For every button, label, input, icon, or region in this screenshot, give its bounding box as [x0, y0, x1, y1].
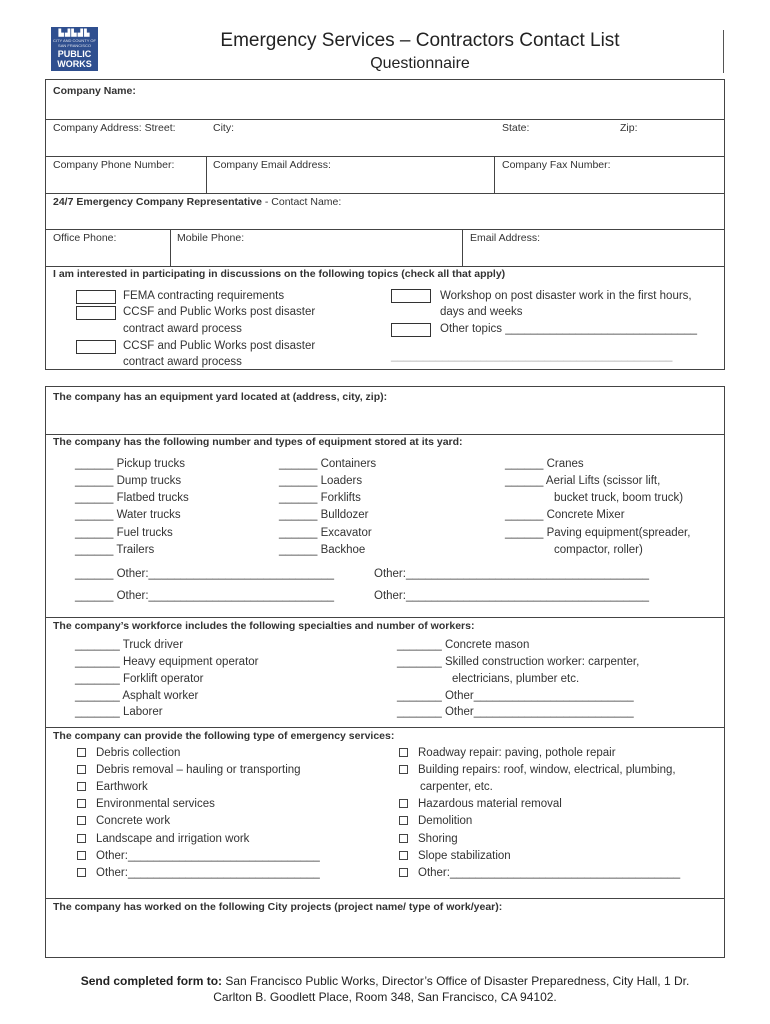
service-checkbox[interactable]: [77, 748, 86, 757]
representative-contact-field[interactable]: [53, 196, 341, 208]
email-field[interactable]: Company Email Address:: [213, 159, 331, 171]
topic-checkbox[interactable]: [76, 290, 116, 304]
workforce-item[interactable]: _______ Truck driver: [75, 639, 184, 651]
service-option[interactable]: [399, 747, 616, 759]
workforce-item[interactable]: _______ Forklift operator: [75, 673, 204, 685]
service-option-continued: carpenter, etc.: [420, 781, 493, 793]
equipment-yard-field[interactable]: The company has an equipment yard located at (address, city, zip):: [53, 391, 388, 403]
equipment-item[interactable]: ______ Water trucks: [75, 509, 181, 521]
logo-agency-text: CITY AND COUNTY OF SAN FRANCISCO: [53, 38, 96, 48]
divider: [45, 156, 725, 157]
equipment-item[interactable]: ______ Excavator: [279, 527, 372, 539]
divider: [45, 229, 725, 230]
service-option[interactable]: [399, 798, 562, 810]
topic-option: contract award process: [123, 323, 242, 335]
form-subtitle: Questionnaire: [370, 55, 470, 72]
topic-option: CCSF and Public Works post disaster: [123, 306, 316, 318]
service-label: Demolition: [418, 815, 473, 827]
equipment-item[interactable]: ______ Bulldozer: [279, 509, 369, 521]
service-checkbox[interactable]: [399, 868, 408, 877]
service-option[interactable]: [77, 747, 180, 759]
divider: [45, 898, 725, 899]
service-label: Debris removal – hauling or transporting: [96, 764, 301, 776]
representative-label-rest: - Contact Name:: [261, 196, 342, 208]
footer-address-line2: Carlton B. Goodlett Place, Room 348, San Francisco, CA 94102.: [213, 990, 557, 1004]
workforce-item[interactable]: _______ Other_________________________: [397, 706, 634, 718]
service-checkbox[interactable]: [77, 851, 86, 860]
service-option[interactable]: [77, 850, 320, 862]
equipment-item[interactable]: ______ Cranes: [505, 458, 584, 470]
divider: [45, 193, 725, 194]
service-checkbox[interactable]: [399, 816, 408, 825]
street-field[interactable]: Company Address: Street:: [53, 122, 176, 134]
equipment-item[interactable]: ______ Fuel trucks: [75, 527, 173, 539]
city-field[interactable]: City:: [213, 122, 234, 134]
service-checkbox[interactable]: [77, 782, 86, 791]
service-label: Earthwork: [96, 781, 148, 793]
divider: [45, 434, 725, 435]
phone-field[interactable]: Company Phone Number:: [53, 159, 175, 171]
equipment-item-continued: compactor, roller): [554, 544, 643, 556]
topic-checkbox[interactable]: [76, 340, 116, 354]
service-checkbox[interactable]: [77, 816, 86, 825]
equipment-item[interactable]: ______ Pickup trucks: [75, 458, 185, 470]
topic-option: FEMA contracting requirements: [123, 290, 285, 302]
equipment-item[interactable]: ______ Flatbed trucks: [75, 492, 189, 504]
footer-address-line1: San Francisco Public Works, Director’s Office of Disaster Preparedness, City Hall, 1 Dr.: [222, 974, 690, 988]
service-option[interactable]: [399, 764, 676, 776]
service-label: Other:____________________________________: [418, 867, 681, 879]
service-label: Debris collection: [96, 747, 181, 759]
divider: [45, 119, 725, 120]
equipment-other-field[interactable]: ______ Other:_____________________________: [75, 590, 335, 602]
topics-heading: I am interested in participating in discussions on the following topics (check all that apply): [53, 268, 506, 280]
topic-option[interactable]: Other topics ______________________________: [440, 323, 698, 335]
equipment-item[interactable]: ______ Trailers: [75, 544, 155, 556]
topic-other-line[interactable]: ____________________________________________: [391, 350, 673, 362]
workforce-item-continued: electricians, plumber etc.: [452, 673, 580, 685]
logo-word-public: PUBLIC: [57, 49, 92, 59]
divider: [206, 156, 207, 193]
equipment-item[interactable]: ______ Paving equipment(spreader,: [505, 527, 691, 539]
topic-option: CCSF and Public Works post disaster: [123, 340, 316, 352]
workforce-item[interactable]: _______ Heavy equipment operator: [75, 656, 259, 668]
service-option[interactable]: [399, 815, 472, 827]
divider: [45, 266, 725, 267]
service-label: Shoring: [418, 833, 458, 845]
equipment-other-field[interactable]: Other:______________________________________: [374, 568, 649, 580]
topic-option: Workshop on post disaster work in the first hours,: [440, 290, 692, 302]
service-label: Landscape and irrigation work: [96, 833, 250, 845]
service-checkbox[interactable]: [399, 851, 408, 860]
service-label: Other:______________________________: [96, 850, 320, 862]
workforce-item[interactable]: _______ Laborer: [75, 706, 163, 718]
service-option[interactable]: [77, 867, 320, 879]
city-projects-field[interactable]: The company has worked on the following City projects (project name/ type of work/year):: [53, 901, 503, 913]
service-label: Environmental services: [96, 798, 215, 810]
logo-word-works: WORKS: [57, 59, 92, 69]
service-checkbox[interactable]: [77, 799, 86, 808]
service-option[interactable]: [77, 764, 301, 776]
state-field[interactable]: State:: [502, 122, 530, 134]
service-label: Slope stabilization: [418, 850, 511, 862]
workforce-item[interactable]: _______ Skilled construction worker: carpenter,: [397, 656, 640, 668]
divider: [170, 229, 171, 266]
service-label: Other:______________________________: [96, 867, 320, 879]
equipment-item[interactable]: ______ Containers: [279, 458, 377, 470]
service-option[interactable]: [77, 815, 170, 827]
equipment-item[interactable]: ______ Concrete Mixer: [505, 509, 625, 521]
workforce-heading: The company’s workforce includes the following specialties and number of workers:: [53, 620, 475, 632]
service-option[interactable]: [399, 867, 680, 879]
service-option[interactable]: [77, 833, 249, 845]
service-option[interactable]: [399, 850, 511, 862]
service-checkbox[interactable]: [399, 765, 408, 774]
equipment-item-continued: bucket truck, boom truck): [554, 492, 684, 504]
service-checkbox[interactable]: [77, 834, 86, 843]
equipment-other-field[interactable]: ______ Other:_____________________________: [75, 568, 335, 580]
service-checkbox[interactable]: [77, 868, 86, 877]
workforce-item[interactable]: _______ Concrete mason: [397, 639, 530, 651]
service-checkbox[interactable]: [399, 834, 408, 843]
footer-lead: Send completed form to:: [80, 974, 223, 988]
equipment-other-field[interactable]: Other:______________________________________: [374, 590, 649, 602]
zip-field[interactable]: Zip:: [620, 122, 638, 134]
rep-email-field[interactable]: Email Address:: [470, 232, 541, 244]
public-works-logo: [51, 27, 98, 71]
fax-field[interactable]: Company Fax Number:: [502, 159, 611, 171]
submission-instructions: [0, 973, 770, 990]
service-label: Concrete work: [96, 815, 171, 827]
divider: [45, 727, 725, 728]
service-label: Roadway repair: paving, pothole repair: [418, 747, 616, 759]
service-option[interactable]: [77, 781, 148, 793]
equipment-types-heading: The company has the following number and types of equipment stored at its yard:: [53, 436, 463, 448]
topic-option: days and weeks: [440, 306, 523, 318]
service-checkbox[interactable]: [399, 799, 408, 808]
divider: [45, 617, 725, 618]
services-heading: The company can provide the following type of emergency services:: [53, 730, 395, 742]
workforce-item[interactable]: _______ Other_________________________: [397, 690, 634, 702]
logo-skyline-icon: ▙▟▙▟▙: [58, 30, 91, 37]
equipment-item[interactable]: ______ Forklifts: [279, 492, 361, 504]
service-option[interactable]: [399, 833, 458, 845]
topic-checkbox[interactable]: [76, 306, 116, 320]
service-option[interactable]: [77, 798, 215, 810]
company-name-field[interactable]: Company Name:: [53, 85, 136, 97]
divider: [462, 229, 463, 266]
mobile-phone-field[interactable]: Mobile Phone:: [177, 232, 245, 244]
equipment-item[interactable]: ______ Backhoe: [279, 544, 366, 556]
topic-checkbox[interactable]: [391, 289, 431, 303]
office-phone-field[interactable]: Office Phone:: [53, 232, 117, 244]
service-label: Building repairs: roof, window, electrical, plumbing,: [418, 764, 676, 776]
divider: [494, 156, 495, 193]
topic-checkbox[interactable]: [391, 323, 431, 337]
representative-label-bold: 24/7 Emergency Company Representative: [53, 196, 262, 208]
workforce-item[interactable]: _______ Asphalt worker: [75, 690, 199, 702]
equipment-item[interactable]: ______ Loaders: [279, 475, 363, 487]
form-title: Emergency Services – Contractors Contact List: [220, 30, 620, 51]
equipment-item[interactable]: ______ Aerial Lifts (scissor lift,: [505, 475, 661, 487]
title-divider: [723, 30, 724, 73]
topic-option: contract award process: [123, 356, 242, 368]
equipment-item[interactable]: ______ Dump trucks: [75, 475, 182, 487]
service-label: Hazardous material removal: [418, 798, 562, 810]
service-checkbox[interactable]: [399, 748, 408, 757]
service-checkbox[interactable]: [77, 765, 86, 774]
